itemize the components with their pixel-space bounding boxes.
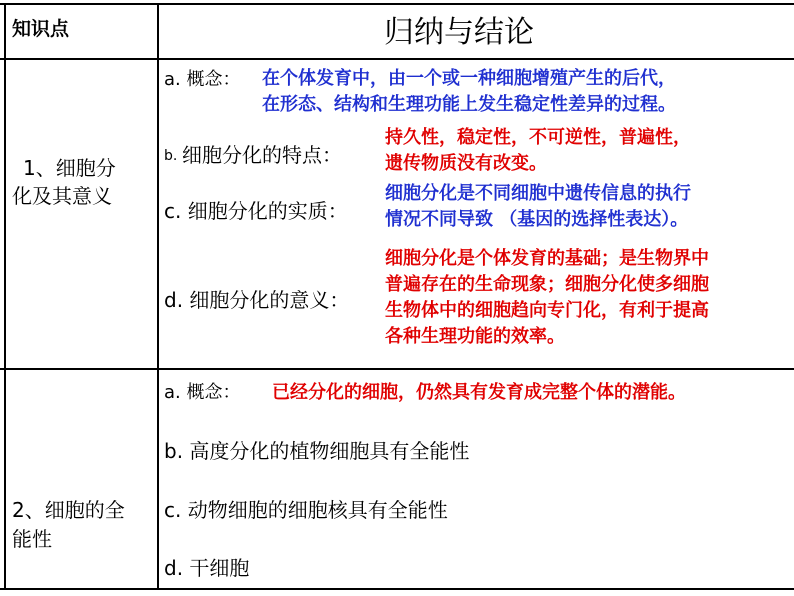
section2-title-line1: 2、细胞的全: [12, 498, 125, 522]
border-bottom: [0, 588, 794, 590]
section2-title-line2: 能性: [12, 527, 52, 551]
s2-d-text: d. 干细胞: [164, 556, 250, 580]
s2-b-text: b. 高度分化的植物细胞具有全能性: [164, 439, 470, 463]
section1-title-line1: 1、细胞分: [23, 156, 116, 180]
s1-b-text-line1: 持久性，稳定性，不可逆性，普遍性，: [385, 127, 691, 148]
header-conclusion: 归纳与结论: [384, 15, 534, 50]
s1-d-text-line4: 各种生理功能的效率。: [385, 326, 565, 347]
s2-c-text: c. 动物细胞的细胞核具有全能性: [164, 498, 448, 522]
s1-a-label: a. 概念：: [164, 69, 241, 90]
section1-title-line2: 化及其意义: [12, 184, 112, 208]
s1-d-text-line3: 生物体中的细胞趋向专门化，有利于提高: [385, 300, 709, 321]
s1-d-label: d. 细胞分化的意义：: [164, 288, 350, 312]
s1-c-text-line1: 细胞分化是不同细胞中遗传信息的执行: [385, 183, 691, 204]
s1-d-text-line1: 细胞分化是个体发育的基础；是生物界中: [385, 248, 709, 269]
s1-b-label-prefix: b.: [164, 148, 178, 164]
s1-a-text-line2: 在形态、结构和生理功能上发生稳定性差异的过程。: [262, 94, 676, 115]
border-header-bottom: [0, 58, 794, 60]
s2-a-text: 已经分化的细胞，仍然具有发育成完整个体的潜能。: [272, 382, 686, 403]
border-top: [0, 3, 794, 5]
border-section-divider: [0, 368, 794, 370]
s1-a-text-line1: 在个体发育中，由一个或一种细胞增殖产生的后代，: [262, 68, 676, 89]
header-knowledge-point: 知识点: [12, 18, 70, 40]
border-column-divider: [157, 3, 159, 590]
s1-d-text-line2: 普遍存在的生命现象；细胞分化使多细胞: [385, 274, 709, 295]
s1-b-label: 细胞分化的特点：: [182, 143, 342, 167]
border-left: [4, 3, 6, 590]
s2-a-label: a. 概念：: [164, 382, 241, 403]
s1-c-label: c. 细胞分化的实质：: [164, 199, 348, 223]
s1-b-text-line2: 遗传物质没有改变。: [385, 153, 547, 174]
s1-c-text-line2: 情况不同导致 （基因的选择性表达）。: [385, 209, 689, 230]
